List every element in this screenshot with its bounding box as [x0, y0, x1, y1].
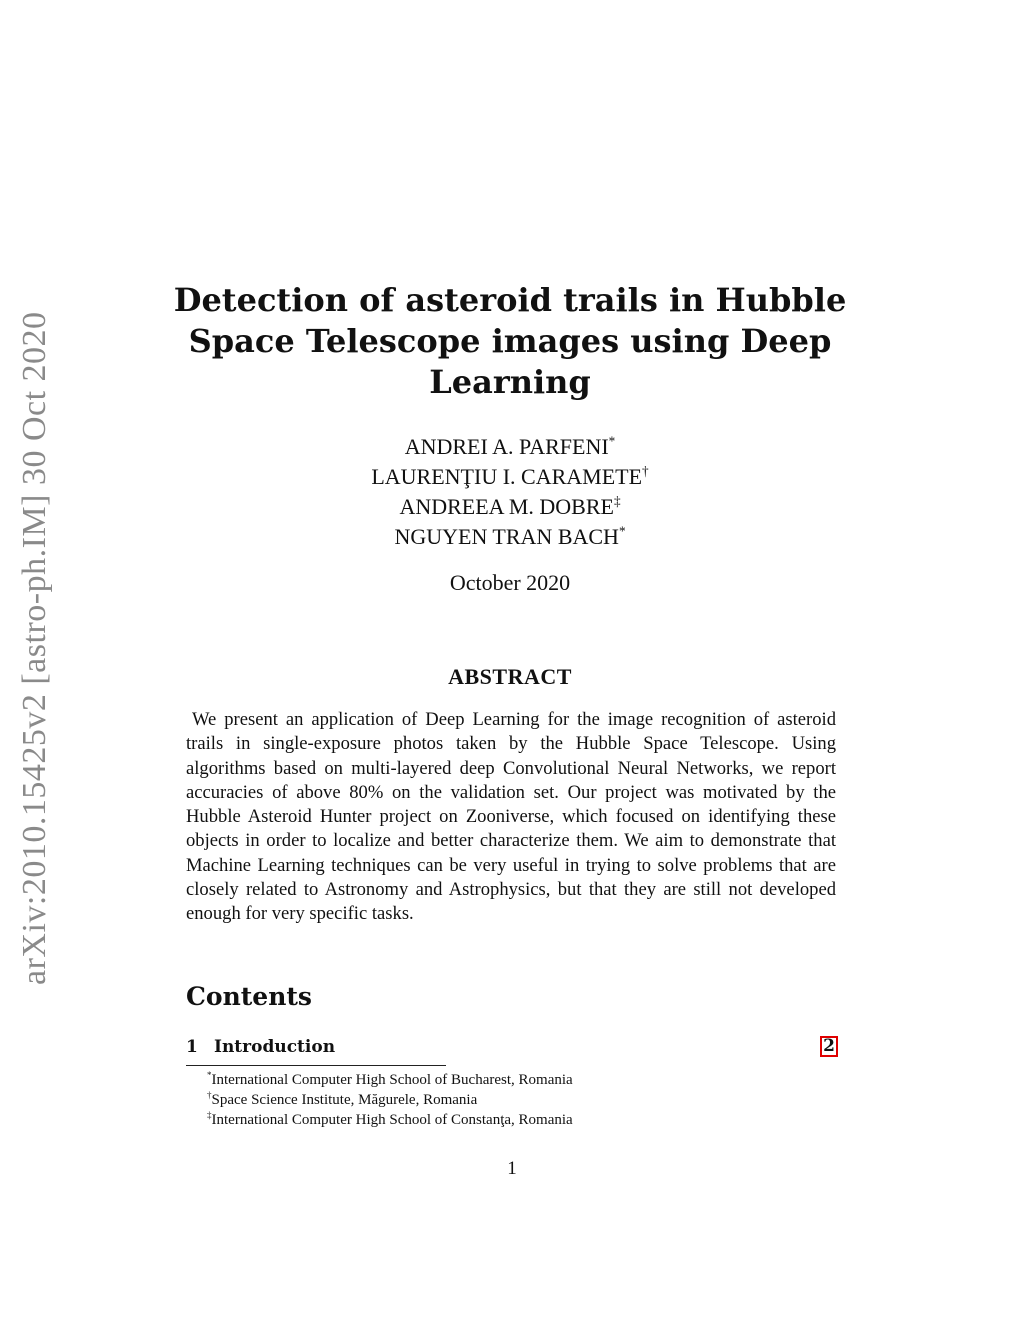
arxiv-identifier: arXiv:2010.15425v2 [astro-ph.IM] 30 Oct 2020 [16, 311, 53, 985]
author-bach [260, 522, 760, 552]
publication-date: October 2020 [449, 570, 571, 595]
abstract-heading: ABSTRACT [448, 664, 572, 689]
toc-entry-title: Introduction [214, 1036, 336, 1057]
author-name: ANDREEA M. DOBRE [399, 494, 614, 519]
footnote-item [207, 1110, 573, 1130]
author-name: ANDREI A. PARFENI [404, 434, 609, 459]
page-number: 1 [507, 1158, 517, 1179]
author-name: LAURENŢIU I. CARAMETE [371, 464, 643, 489]
author-list [260, 432, 760, 552]
footnote-text: International Computer High School of Bucharest, Romania [211, 1072, 573, 1088]
footnotes [207, 1070, 573, 1130]
footnote-mark: ‡ [207, 1110, 212, 1120]
author-parfeni [260, 432, 760, 462]
footnote-mark: * [207, 1070, 212, 1080]
author-name: NGUYEN TRAN BACH [394, 524, 619, 549]
footnote-item [207, 1090, 573, 1110]
footnote-mark: † [207, 1090, 212, 1100]
toc-entry-number: 1 [186, 1036, 198, 1057]
paper-title: Detection of asteroid trails in Hubble Space Telescope images using Deep Learning [173, 281, 847, 401]
footnote-text: Space Science Institute, Măgurele, Romania [211, 1092, 478, 1108]
toc-entry-introduction[interactable] [186, 1036, 838, 1057]
author-caramete [260, 462, 760, 492]
footnote-item [207, 1070, 573, 1090]
abstract-text: We present an application of Deep Learning for the image recognition of asteroid trails in single-exposure photos taken by the Hubble Space Telescope. Using algorithms based on multi-layered deep Convolutional Neural Networks, we report accuracies of above 80% on the validation set. Our project was motivated by the Hubble Asteroid Hunter project on Zooniverse, which focused on identifying these objects in order to localize and better characterize them. We aim to demonstrate that Machine Learning techniques can be very useful in trying to solve problems that are closely related to Astronomy and Astrophysics, but that they are still not developed enough for very specific tasks. [186, 709, 836, 925]
author-affiliation-mark: ‡ [613, 493, 621, 509]
author-affiliation-mark: * [608, 433, 616, 449]
toc-page-link[interactable]: 2 [820, 1036, 838, 1057]
author-dobre [260, 492, 760, 522]
author-affiliation-mark: † [642, 463, 649, 479]
contents-heading: Contents [186, 982, 313, 1011]
footnote-text: International Computer High School of Constanţa, Romania [211, 1112, 573, 1128]
author-affiliation-mark: * [618, 523, 626, 539]
footnote-divider [186, 1065, 446, 1066]
